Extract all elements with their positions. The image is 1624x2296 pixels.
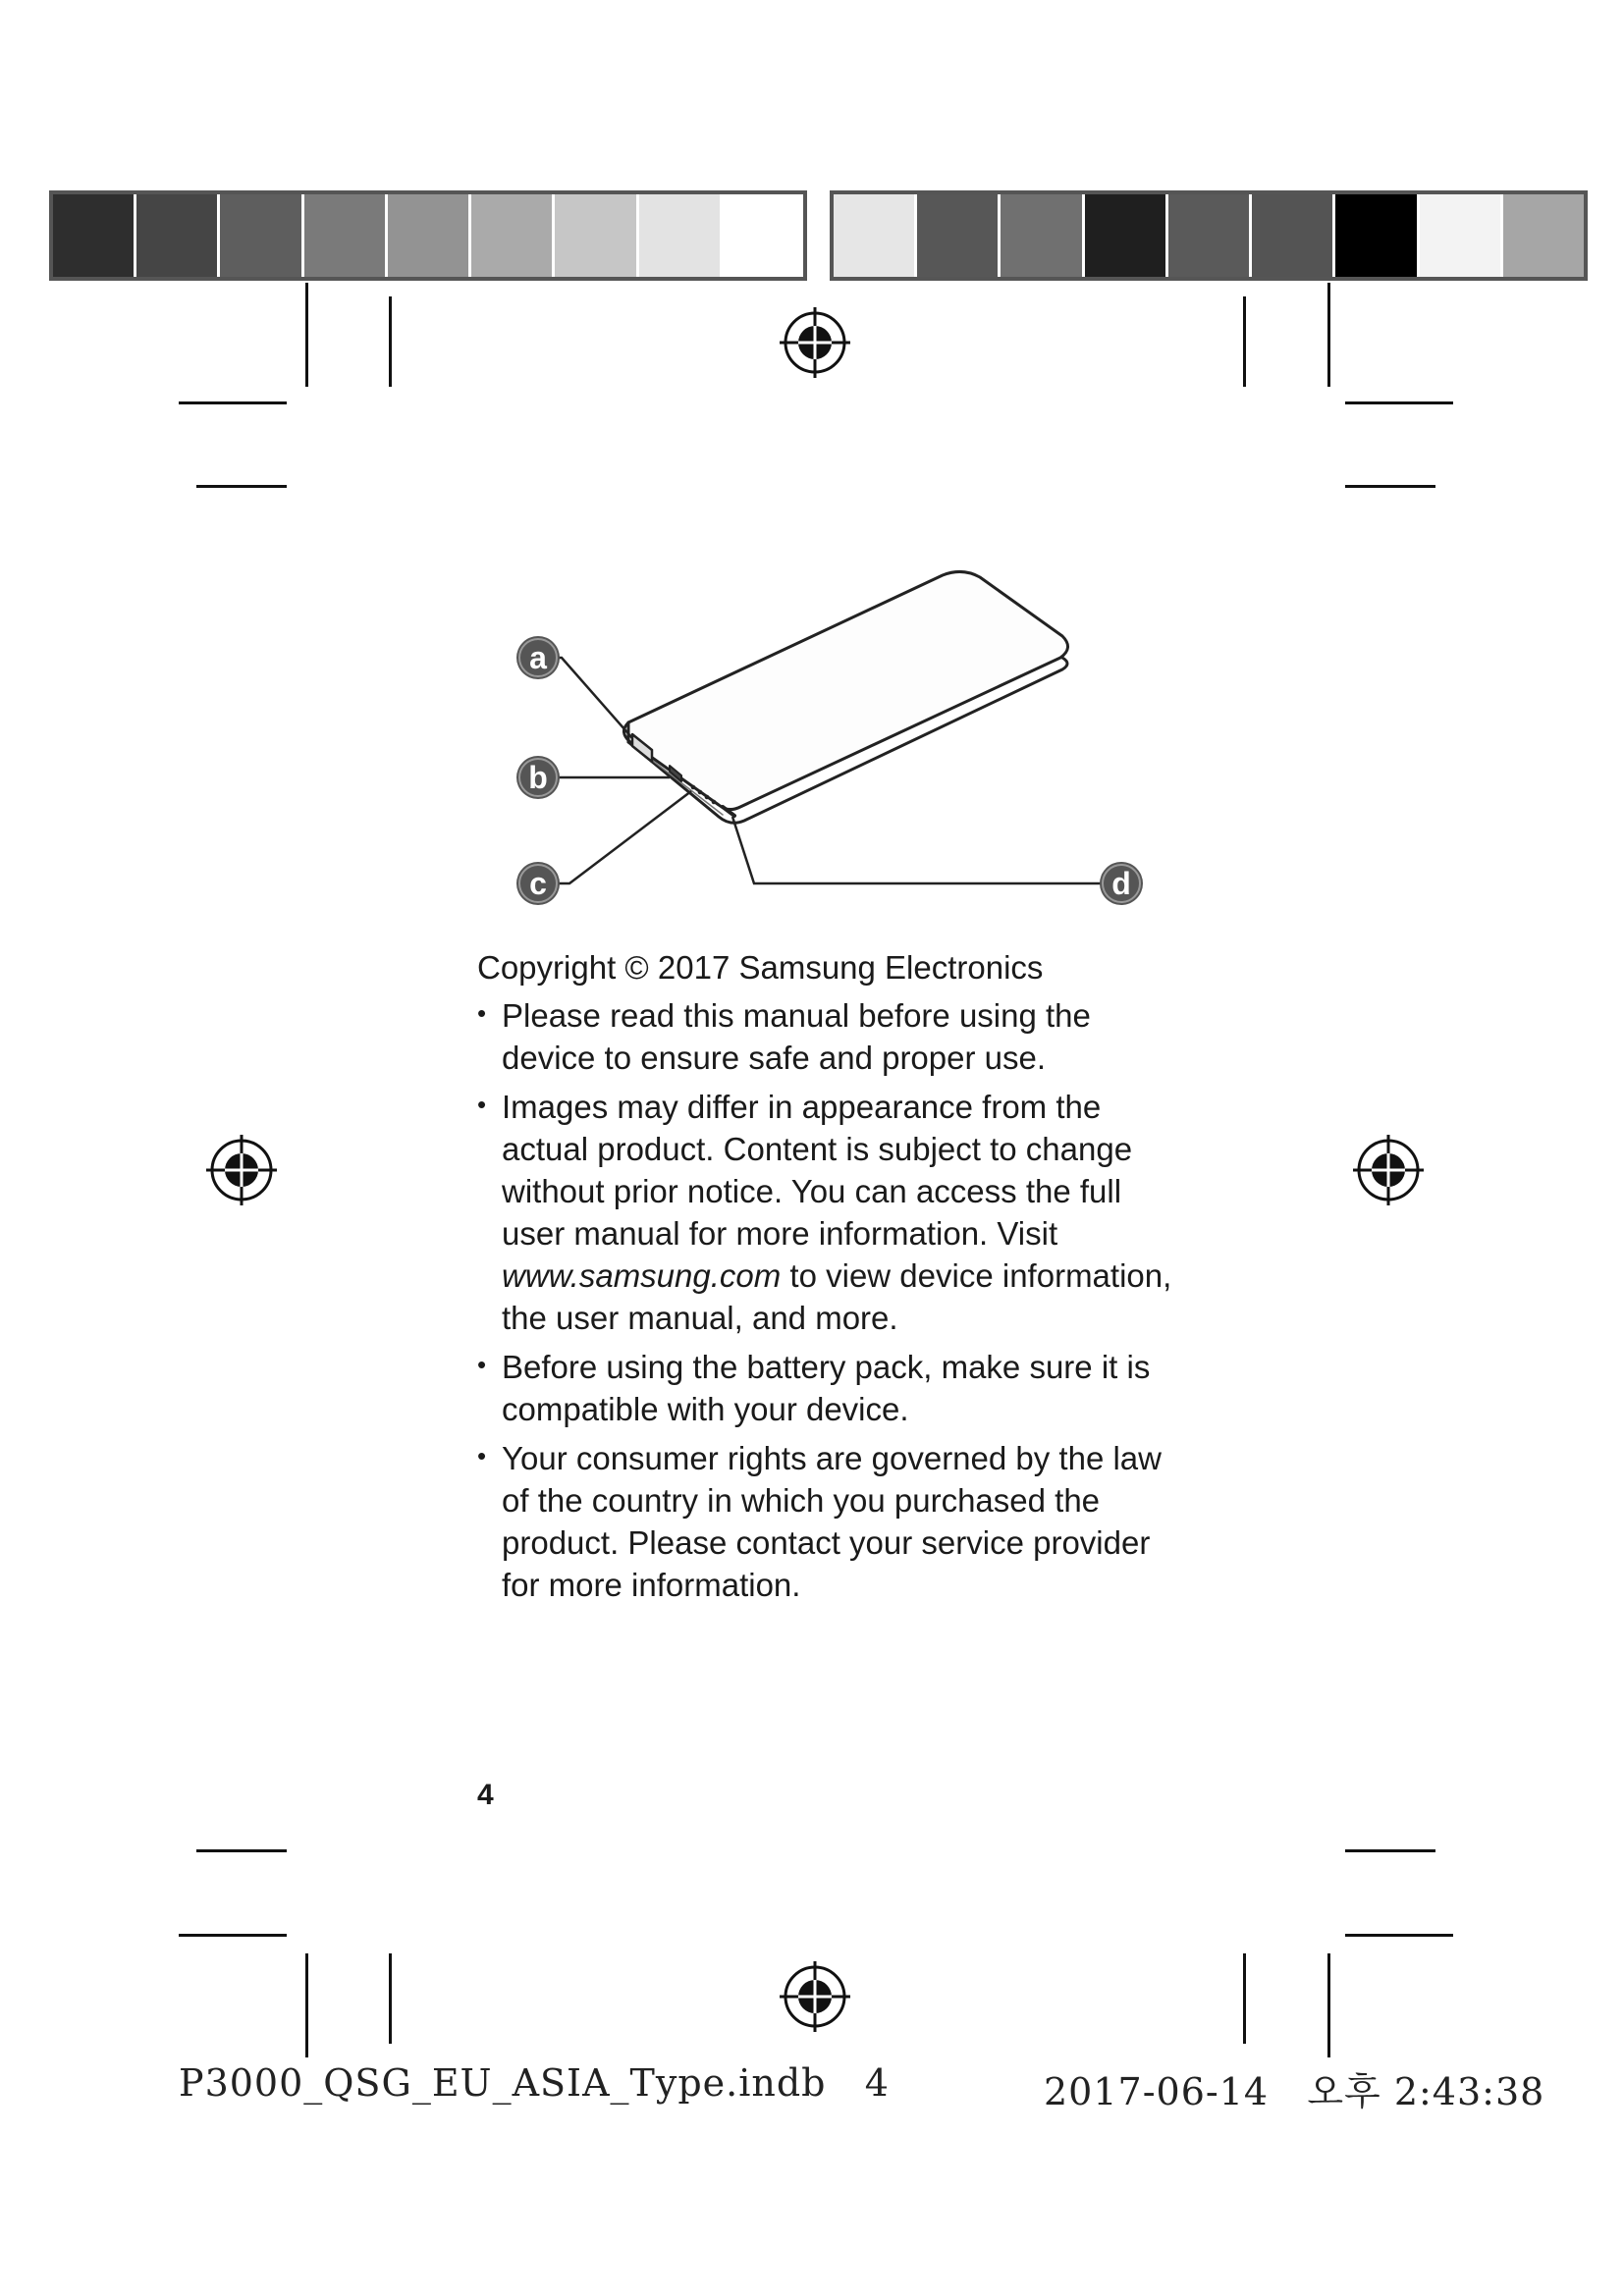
crop-mark (305, 283, 308, 387)
list-item (477, 1346, 1184, 1430)
crop-mark (196, 485, 287, 488)
calibration-swatch (304, 194, 388, 277)
crop-mark (389, 1953, 392, 2044)
battery-pack-device (623, 571, 1067, 823)
calibration-swatch (1503, 194, 1584, 277)
list-item (477, 1086, 1184, 1339)
page-number: 4 (477, 1779, 494, 1811)
samsung-website-link[interactable]: www.samsung.com (502, 1257, 782, 1294)
crop-mark (1327, 1953, 1330, 2057)
calibration-swatch (136, 194, 220, 277)
list-item (477, 1437, 1184, 1606)
calibration-swatch (471, 194, 555, 277)
slug-filename (179, 2061, 890, 2105)
registration-target-icon (778, 1959, 852, 2034)
calibration-swatch (53, 194, 136, 277)
crop-mark (1243, 1953, 1246, 2044)
crop-mark (389, 296, 392, 387)
crop-mark (196, 1849, 287, 1852)
manual-text-block (477, 946, 1184, 1613)
calibration-swatch (1420, 194, 1503, 277)
slug-page: 4 (864, 2061, 890, 2105)
calibration-swatch (639, 194, 723, 277)
calibration-swatch (917, 194, 1001, 277)
notes-list (477, 994, 1184, 1606)
registration-target-icon (778, 305, 852, 380)
crop-mark (179, 1934, 287, 1937)
color-calibration-bar-left (49, 190, 807, 281)
calibration-swatch (1001, 194, 1084, 277)
list-item (477, 994, 1184, 1079)
note-text: to view device information, the user manual, and more. (502, 1257, 1172, 1336)
svg-text:c: c (529, 866, 547, 901)
callout-c (516, 862, 560, 905)
crop-mark (1345, 485, 1435, 488)
crop-mark (179, 401, 287, 404)
calibration-swatch (723, 194, 803, 277)
note-text: Please read this manual before using the device to ensure safe and proper use. (502, 997, 1091, 1076)
slug-file: P3000_QSG_EU_ASIA_Type.indb (179, 2061, 827, 2105)
calibration-swatch (1252, 194, 1335, 277)
crop-mark (1345, 1849, 1435, 1852)
calibration-swatch (1085, 194, 1168, 277)
svg-text:d: d (1111, 866, 1131, 901)
color-calibration-bar-right (830, 190, 1588, 281)
crop-mark (1243, 296, 1246, 387)
battery-pack-illustration (501, 560, 1168, 923)
crop-mark (1327, 283, 1330, 387)
svg-text:b: b (528, 760, 548, 795)
slug-timestamp: 2017-06-14 오후 2:43:38 (1044, 2070, 1545, 2113)
calibration-swatch (388, 194, 471, 277)
calibration-swatch (555, 194, 638, 277)
calibration-swatch (1335, 194, 1419, 277)
registration-target-icon (204, 1133, 279, 1207)
crop-mark (1345, 401, 1453, 404)
note-text: Your consumer rights are governed by the law of the country in which you purchased the product. Please contact your service provider for more information. (502, 1440, 1162, 1603)
callout-a (516, 636, 560, 679)
calibration-swatch (220, 194, 303, 277)
callout-b (516, 756, 560, 799)
crop-mark (305, 1953, 308, 2057)
crop-mark (1345, 1934, 1453, 1937)
copyright-notice: Copyright © 2017 Samsung Electronics (477, 949, 1044, 986)
svg-text:a: a (529, 640, 547, 675)
note-text: Before using the battery pack, make sure it is compatible with your device. (502, 1349, 1151, 1427)
note-text: Images may differ in appearance from the actual product. Content is subject to change without prior notice. You can access the full user manual for more information. Visit (502, 1089, 1133, 1252)
calibration-swatch (834, 194, 917, 277)
callout-d (1100, 862, 1143, 905)
calibration-swatch (1168, 194, 1252, 277)
registration-target-icon (1351, 1133, 1426, 1207)
